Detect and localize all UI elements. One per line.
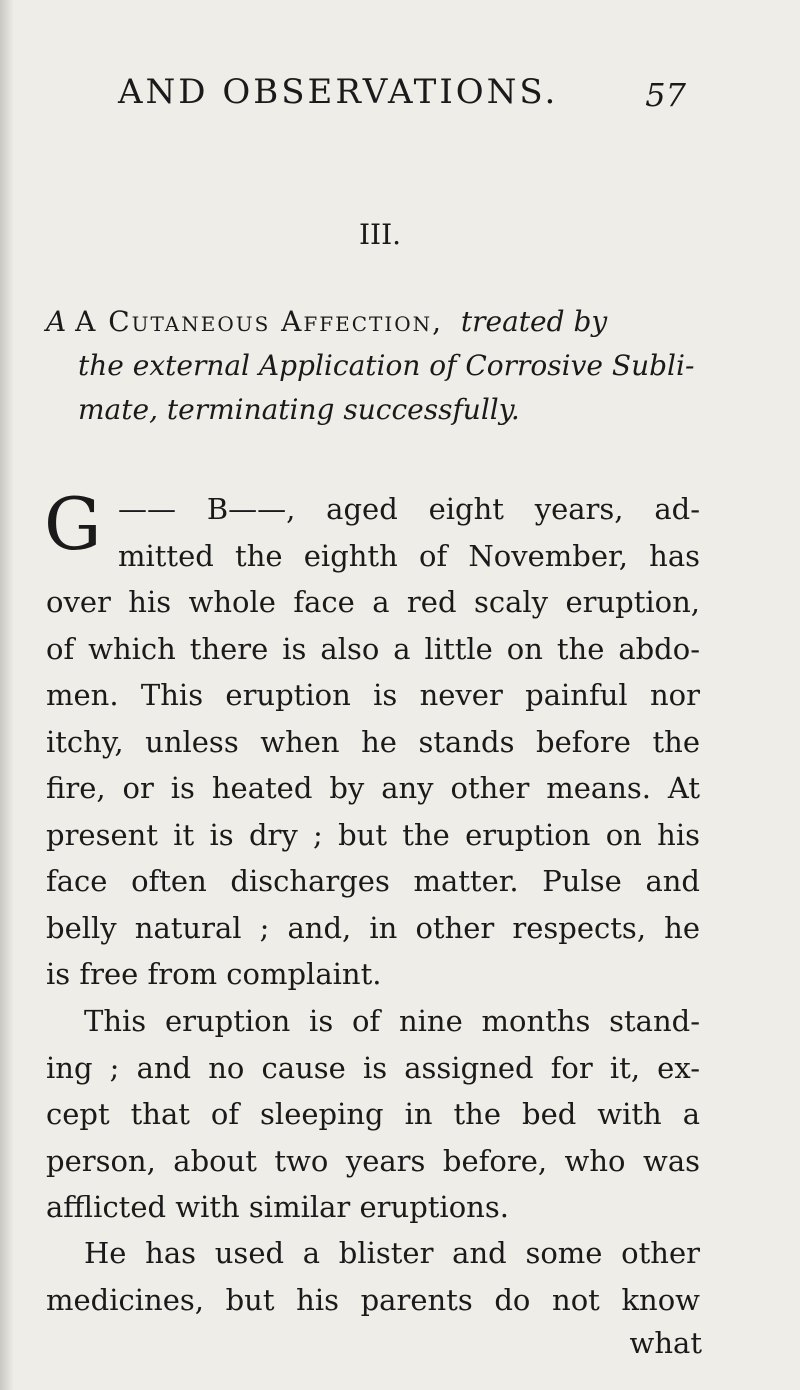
- section-number: III.: [358, 218, 402, 251]
- text-line: belly natural ; and, in other respects, he: [46, 910, 700, 945]
- text-line: person, about two years before, who was: [46, 1143, 700, 1178]
- text-line: afflicted with similar eruptions.: [46, 1190, 509, 1224]
- text-line: He has used a blister and some other: [84, 1236, 700, 1270]
- text-line: —— B——, aged eight years, ad-: [118, 492, 700, 526]
- heading-line-2: the external Application of Corrosive Subli-: [78, 349, 695, 382]
- text-line: This eruption is of nine months stand-: [84, 1004, 700, 1038]
- text-line: of which there is also a little on the abdo-: [46, 631, 700, 666]
- running-title: AND OBSERVATIONS.: [118, 72, 559, 112]
- paragraph-3: [46, 1230, 700, 1323]
- heading-caps-phrase: A Cutaneous Affection,: [75, 305, 444, 338]
- text-line: fire, or is heated by any other means. At: [46, 771, 700, 805]
- text-line: over his whole face a red scaly eruption,: [46, 585, 700, 619]
- text-line: mitted the eighth of November, has: [118, 538, 700, 573]
- text-line: medicines, but his parents do not know: [46, 1282, 700, 1317]
- running-head: [118, 72, 698, 120]
- page-number: 57: [645, 76, 686, 114]
- heading-line-1: A A Cutaneous Affection, treated by: [46, 305, 608, 338]
- paragraph-1: [44, 482, 700, 998]
- text-line: present it is dry ; but the eruption on his: [46, 817, 700, 852]
- heading-line-3: mate, terminating successfully.: [78, 393, 520, 426]
- text-line: ing ; and no cause is assigned for it, ex-: [46, 1050, 700, 1085]
- section-heading: [46, 300, 702, 432]
- text-line: itchy, unless when he stands before the: [46, 724, 700, 759]
- text-line: is free from complaint.: [46, 957, 382, 991]
- text-line: face often discharges matter. Pulse and: [46, 864, 700, 898]
- catchword: what: [629, 1326, 702, 1360]
- text-line: men. This eruption is never painful nor: [46, 678, 700, 712]
- heading-italic-phrase: treated by: [460, 305, 608, 338]
- paragraph-2: [46, 998, 700, 1231]
- text-line: cept that of sleeping in the bed with a: [46, 1097, 700, 1131]
- drop-cap: G: [44, 482, 102, 566]
